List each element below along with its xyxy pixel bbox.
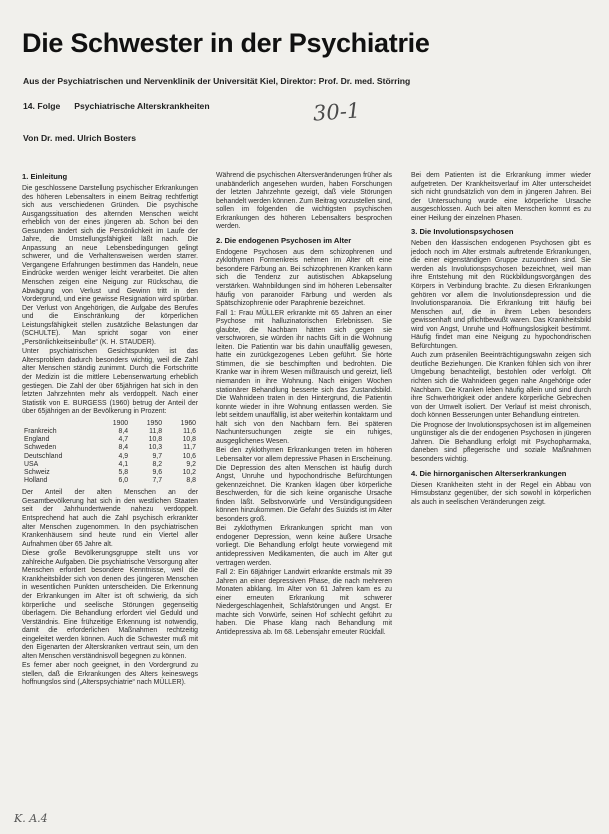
- table-cell: 8,8: [186, 477, 196, 485]
- table-row: [22, 477, 198, 485]
- article-title: Die Schwester in der Psychiatrie: [22, 28, 430, 58]
- table-row: [22, 444, 198, 452]
- section-heading: 4. Die hirnorganischen Alterserkrankungen: [411, 468, 567, 478]
- table-cell: 10,6: [182, 452, 196, 460]
- table-row: [22, 453, 198, 461]
- table-row: [22, 469, 198, 477]
- table-header-cell: 1900: [112, 419, 129, 427]
- paragraph: Die geschlossene Darstellung psychischer Erkrankungen des höheren Lebensalters in einem Beitrag rechtfertigt sich aus verschiedenen Gründen. Die psychische Ausgangssituation des alternden Menschen weicht erheblich von der eines jüngeren ab. Schon bei den Gesunden ändert sich die Persönlichkeit im Laufe der Jahre, die Umstellungsfähigkeit läßt nach. Die Anpassung an neue Lebensbedingungen gelingt schwerer, und die Verhaltensweisen werden starrer. Vergangene Erfahrungen bestimmen das Handeln, neue Eindrücke werden weniger leicht verarbeitet. Die alten Menschen zeigen eine Neigung zur Rückschau, die Abwägung von Verlust und Gewinn tritt in den Vordergrund, und eine gewisse Resignation wird spürbar. Der Verlust von Angehörigen, die Aufgabe des Berufes und die Einschränkung der körperlichen Leistungsfähigkeit stellen zusätzliche Belastungen dar (SCHULTE). Man spricht sogar von einer „Persönlichkeitseinbuße“ (K. H. STAUDER).: [22, 185, 198, 346]
- population-table: [22, 420, 198, 486]
- table-header-cell: [22, 420, 96, 428]
- paragraph: Unter psychiatrischen Gesichtspunkten ist das Altersproblem dadurch besonders wichtig, weil die Zahl alter Menschen ständig zunimmt. Durch die Fortschritte der Medizin ist die mittlere Lebenserwartung erheblich gestiegen. Die Zahl der über 65jährigen hat sich in den letzten Jahrzehnten mehr als verdoppelt. Nach einer Statistik von E. BURGESS (1960) betrug der Anteil der über 65jährigen an der Bevölkerung in Prozent:: [22, 348, 198, 416]
- text-column-2: [216, 172, 392, 638]
- table-cell: 9,6: [152, 468, 163, 476]
- paragraph: Bei den zyklothymen Erkrankungen treten im höheren Lebensalter vor allem depressive Phasen in Erscheinung. Die Depression des alten Menschen ist häufig durch Angst, Unruhe und hypochondrische Befürchtungen gekennzeichnet. Die Kranken klagen über körperliche Beschwerden, für die sich keine organische Ursache finden läßt. Selbstvorwürfe und Versündigungsideen können hinzukommen. Die Gefahr des Suizids ist im Alter besonders groß.: [216, 447, 392, 523]
- table-cell: 10,2: [182, 468, 196, 476]
- table-cell: 9,2: [186, 460, 196, 468]
- series-line: [23, 101, 210, 111]
- table-cell: Frankreich: [24, 427, 57, 435]
- table-cell: 8,4: [118, 427, 129, 435]
- footer-handwriting: K. A.4: [14, 812, 48, 825]
- table-cell: 11,7: [183, 444, 196, 452]
- table-cell: England: [24, 436, 50, 444]
- affiliation-line: Aus der Psychiatrischen und Nervenklinik der Universität Kiel, Direktor: Prof. Dr. med. Störring: [23, 76, 411, 86]
- table-cell: 6,0: [118, 477, 129, 485]
- section-heading: 3. Die Involutionspsychosen: [411, 227, 514, 237]
- table-cell: Schweden: [24, 444, 57, 452]
- table-header-cell: 1950: [146, 419, 163, 427]
- author-line: Von Dr. med. Ulrich Bosters: [23, 133, 137, 143]
- paragraph: Die Prognose der Involutionspsychosen ist im allgemeinen ungünstiger als die der endogenen Psychosen in jüngeren Jahren. Die Behandlung erfolgt mit Psychopharmaka, daneben sind pflegerische und soziale Maßnahmen besonders wichtig.: [411, 421, 591, 463]
- table-cell: 5,8: [118, 468, 129, 476]
- paragraph: Diesen Krankheiten steht in der Regel ein Abbau von Hirnsubstanz gegenüber, der sich sowohl in körperlichen als auch in seelischen Veränderungen zeigt.: [411, 481, 591, 506]
- section-heading: 2. Die endogenen Psychosen im Alter: [216, 235, 352, 245]
- table-cell: 10,8: [182, 436, 196, 444]
- table-row: [22, 461, 198, 469]
- table-cell: 11,6: [183, 427, 196, 435]
- table-cell: 4,1: [118, 460, 129, 468]
- table-row: [22, 428, 198, 436]
- table-cell: 7,7: [152, 477, 163, 485]
- table-cell: 11,8: [149, 427, 163, 435]
- table-cell: 4,9: [118, 452, 129, 460]
- paragraph: Der Anteil der alten Menschen an der Gesamtbevölkerung hat sich in den westlichen Staaten seit der Jahrhundertwende nahezu verdoppelt. Entsprechend hat auch die Zahl psychisch erkrankter alter Menschen zugenommen. In den psychiatrischen Krankenhäusern sind heute rund ein Viertel aller Aufnahmen über 65 Jahre alt.: [22, 489, 198, 548]
- table-cell: Schweiz: [24, 468, 50, 476]
- table-cell: Deutschland: [24, 452, 63, 460]
- paragraph: Bei dem Patienten ist die Erkrankung immer wieder aufgetreten. Der Krankheitsverlauf im Alter unterscheidet sich nicht grundsätzlich von dem in jüngeren Jahren. Bei der Untersuchung wurde eine körperliche Ursache ausgeschlossen. Auch bei alten Menschen kommt es zu einer Heilung der einzelnen Phasen.: [411, 172, 591, 222]
- paragraph: Fall 2: Ein 68jähriger Landwirt erkrankte erstmals mit 39 Jahren an einer depressiven Phase, die nach mehreren Monaten abklang. Im Alter von 61 Jahren kam es zu einer erneuten Erkrankung mit schwerer Niedergeschlagenheit, Schlafstörungen und Angst. Er machte sich Vorwürfe, seinen Hof schlecht geführt zu haben. Die Phase klang nach Behandlung mit Antidepressiva ab. Im 68. Lebensjahr erneuter Rückfall.: [216, 569, 392, 636]
- paragraph: Auch zum präsenilen Beeinträchtigungswahn zeigen sich deutliche Beziehungen. Die Kranken fühlen sich von ihrer Umgebung benachteiligt, bestohlen oder verfolgt. Oft richten sich die Wahnideen gegen nahe Angehörige oder Nachbarn. Die Kranken leben häufig allein und sind durch ihre Schwerhörigkeit oder andere körperliche Gebrechen von der Umwelt isoliert. Der Verlauf ist meist chronisch, doch können Besserungen unter Behandlung eintreten.: [411, 352, 591, 420]
- text-column-1: [22, 172, 198, 689]
- table-cell: 8,2: [152, 460, 163, 468]
- handwritten-note: 30-1: [312, 98, 361, 126]
- table-cell: USA: [24, 460, 39, 468]
- table-cell: 10,3: [148, 444, 163, 452]
- paragraph: Es ferner aber noch geeignet, in den Vordergrund zu stellen, daß die Erkrankungen des Alters keineswegs hoffnungslos sind („Alterspsychiatrie“ nach MÜLLER).: [22, 662, 198, 687]
- table-row: [22, 436, 198, 444]
- series-number: 14. Folge: [23, 101, 61, 111]
- table-cell: Holland: [24, 477, 48, 485]
- table-header-row: [22, 420, 198, 428]
- paragraph: Bei zyklothymen Erkrankungen spricht man von endogener Depression, wenn keine äußere Ursache vorliegt. Die Behandlung erfolgt heute vorwiegend mit antidepressiven Medikamenten, die auch im Alter gut vertragen werden.: [216, 525, 392, 567]
- paragraph: Während die psychischen Altersveränderungen früher als unabänderlich angesehen wurden, haben Forschungen der letzten Jahrzehnte gezeigt, daß viele Störungen behandelt werden können. Zum Beitrag vorzustellen sind, sollen im folgenden die wichtigsten psychischen Erkrankungen des höheren Lebensalters besprochen werden.: [216, 172, 392, 231]
- table-header-cell: 1960: [180, 419, 196, 427]
- table-cell: 9,7: [152, 452, 163, 460]
- paragraph: Neben den klassischen endogenen Psychosen gibt es jedoch noch im Alter erstmals auftretende Erkrankungen, die einer eigenständigen Gruppe zuzuordnen sind. Sie werden als Involutionspsychosen bezeichnet, weil man ihre Entstehung mit den Rückbildungsvorgängen des Körpers in Verbindung brachte. Zu diesen Erkrankungen gehören vor allem die Involutionsdepression und die Involutionsparanoia. Die Erkrankung tritt häufig bei Menschen auf, die in ihrem Leben besonders gewissenhaft und pflichtbewußt waren. Das Krankheitsbild wird von Angst, Unruhe und Hoffnungslosigkeit bestimmt. Häufig findet man eine Neigung zu hypochondrischen Befürchtungen.: [411, 240, 591, 350]
- table-cell: 10,8: [148, 436, 163, 444]
- section-heading: 1. Einleitung: [22, 172, 68, 181]
- series-topic: Psychiatrische Alterskrankheiten: [74, 101, 210, 111]
- paragraph: Fall 1: Frau MÜLLER erkrankte mit 65 Jahren an einer Psychose mit halluzinatorischen Erlebnissen. Sie glaubte, die Nachbarn hätten sich gegen sie verschworen, sie würden ihr nachts Gift in die Wohnung leiten. Die Patientin war bis dahin unauffällig gewesen, hatte ein zurückgezogenes Leben geführt. Sie hörte Stimmen, die sie beschimpften und bedrohten. Die Kranke war in ihrem Wesen mißtrauisch und gereizt, ließ niemanden in ihre Wohnung. Nach einigen Wochen stationärer Behandlung besserte sich das Zustandsbild. Die Wahnideen traten in den Hintergrund, die Patientin konnte wieder in ihre Wohnung entlassen werden. Sie lebt seitdem unauffällig, ist aber weiterhin kontaktarm und hält sich von den Nachbarn fern. Bei späteren Nachuntersuchungen zeigte sie ein ruhiges, ausgeglichenes Wesen.: [216, 309, 392, 445]
- text-column-3: [411, 172, 591, 508]
- paragraph: Diese große Bevölkerungsgruppe stellt uns vor zahlreiche Aufgaben. Die psychiatrische Versorgung alter Menschen erfordert besondere Kenntnisse, weil die Krankheitsbilder sich von denen des jüngeren Menschen in wesentlichen Punkten unterscheiden. Die Erkennung der Erkrankungen im Alter ist oft schwierig, da sich körperliche und seelische Störungen gegenseitig überlagern. Die Behandlung erfordert viel Geduld und Verständnis. Eine frühzeitige Erkennung ist notwendig, damit die erforderlichen Maßnahmen rechtzeitig eingeleitet werden können. Auch die Schwester muß mit den Eigenarten der Alterskranken vertraut sein, um den alten Menschen verständnisvoll begegnen zu können.: [22, 550, 198, 660]
- table-cell: 8,4: [118, 444, 129, 452]
- table-cell: 4,7: [118, 436, 129, 444]
- paragraph: Endogene Psychosen aus dem schizophrenen und zyklothymen Formenkreis nehmen im Alter oft eine besondere Färbung an. Bei schizophrenen Kranken kann sich die Tendenz zur autistischen Abkapselung verstärken. Wahnbildungen sind im höheren Lebensalter häufig von paranoider Färbung und werden als Spätschizophrenie oder Paraphrenie bezeichnet.: [216, 248, 392, 308]
